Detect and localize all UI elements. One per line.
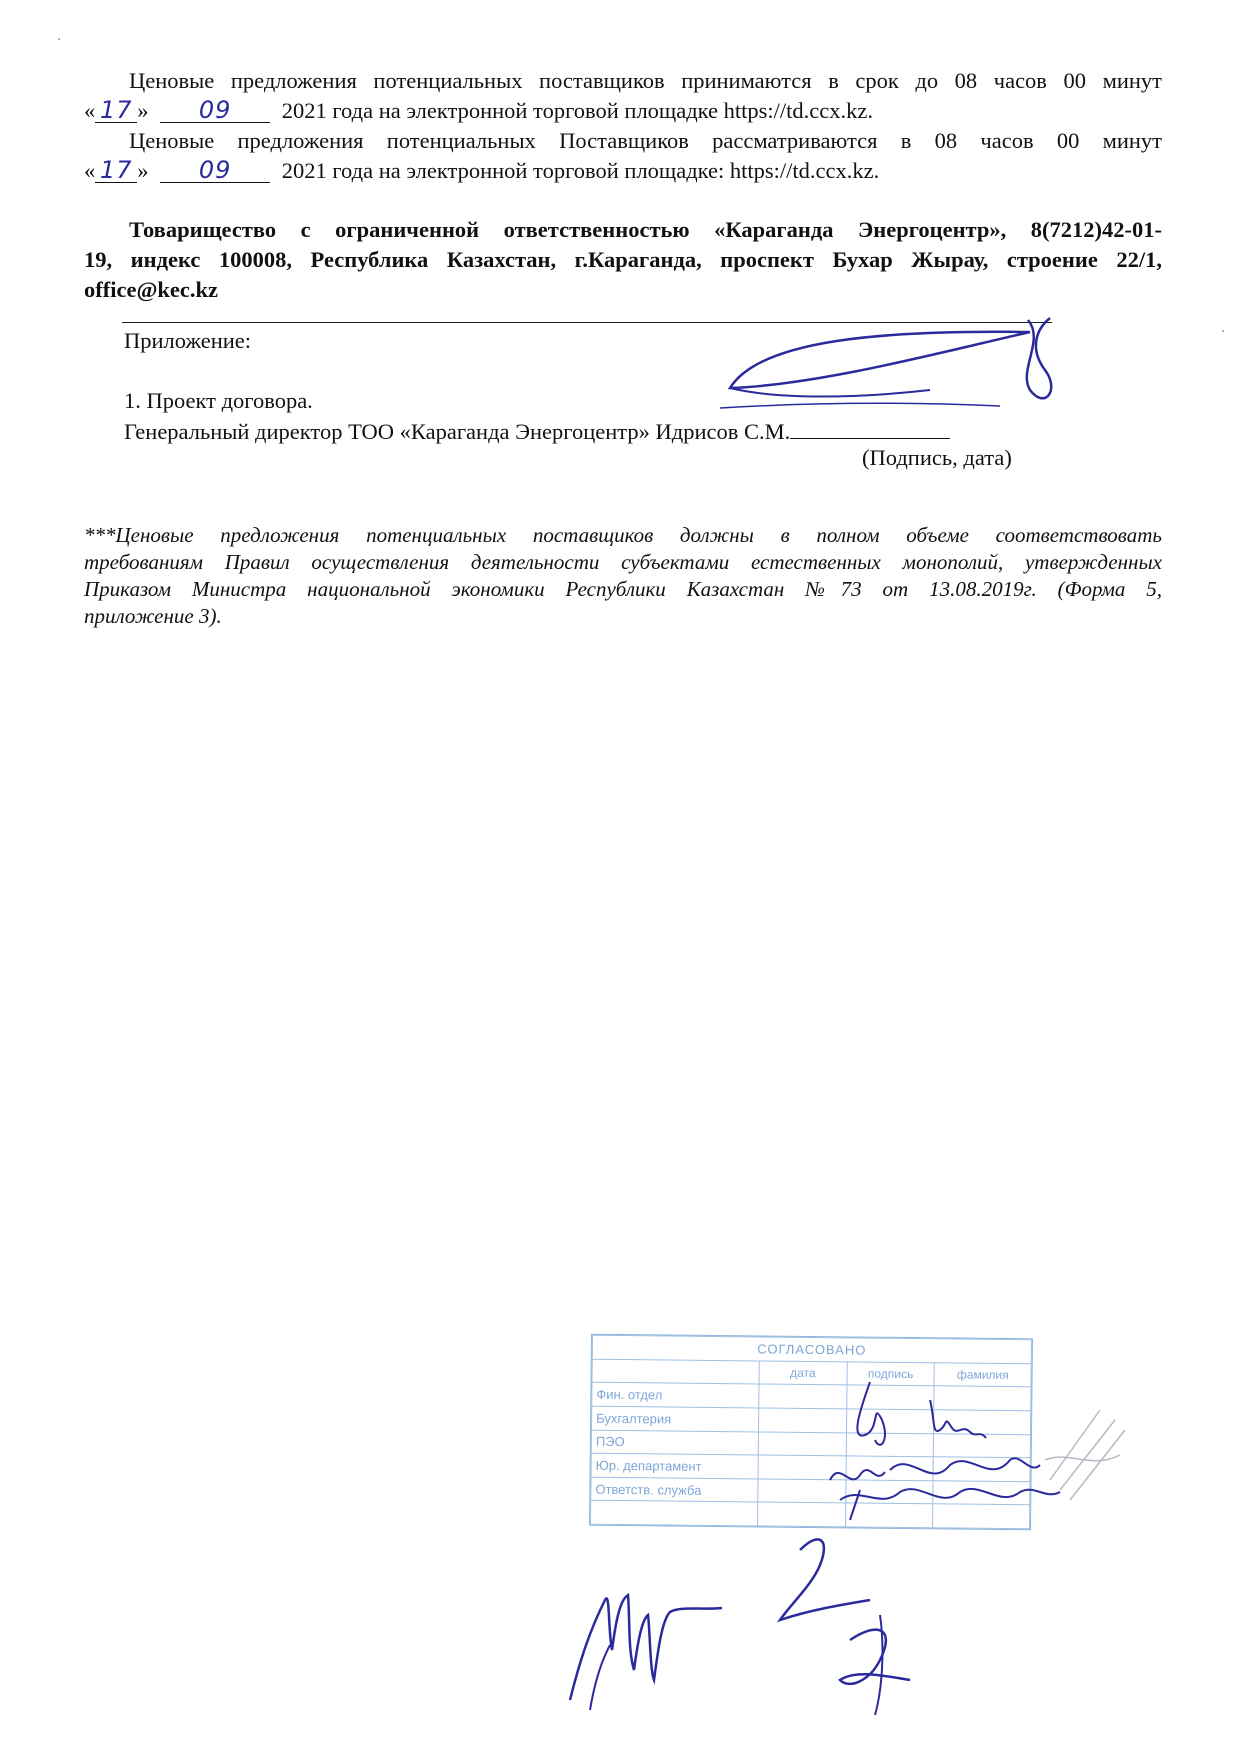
- stamp-col-signature: подпись: [847, 1361, 935, 1386]
- review-date-line: [84, 156, 879, 186]
- stamp-title: СОГЛАСОВАНО: [592, 1335, 1031, 1363]
- company-email: office@kec.kz: [84, 277, 219, 302]
- close-quote: »: [137, 158, 149, 183]
- bottom-signatures: [550, 1520, 970, 1720]
- footnote: [84, 522, 1162, 630]
- stamp-col-surname: фамилия: [934, 1362, 1031, 1387]
- stamp-row-label: Юр. департамент: [591, 1453, 758, 1478]
- director-signature: [700, 310, 1080, 420]
- footnote-line: требованиям Правил осуществления деятельности субъектами естественных монополий, утвержденных: [84, 550, 1162, 574]
- footnote-line: Приказом Министра национальной экономики Республики Казахстан №73 от 13.08.2019г. (Форма 5,: [84, 577, 1162, 601]
- acceptance-month-handwritten: 09: [160, 98, 270, 123]
- appendix-item: 1. Проект договора.: [124, 388, 313, 413]
- review-month-handwritten: 09: [160, 158, 270, 183]
- appendix-label: Приложение:: [124, 328, 252, 353]
- scan-speck: [58, 38, 60, 40]
- company-line-1: Товарищество с ограниченной ответственностью «Караганда Энергоцентр», 8(7212)42-01-: [129, 217, 1162, 242]
- company-line-2: 19, индекс 100008, Республика Казахстан, г.Караганда, проспект Бухар Жырау, строение 22/1,: [84, 247, 1162, 272]
- stamp-row-label: Ответств. служба: [591, 1477, 758, 1502]
- stamp-col-date: дата: [759, 1361, 847, 1386]
- review-line: Ценовые предложения потенциальных Поставщиков рассматриваются в 08 часов 00 минут: [129, 128, 1162, 153]
- stamp-corner-cell: [592, 1359, 759, 1384]
- stamp-row-label: Фин. отдел: [592, 1382, 759, 1407]
- footnote-line: приложение 3).: [84, 604, 222, 628]
- review-date-tail: 2021 года на электронной торговой площадке: https://td.ccx.kz.: [281, 158, 880, 183]
- acceptance-date-tail: 2021 года на электронной торговой площадке https://td.ccx.kz.: [281, 98, 874, 123]
- acceptance-date-line: [84, 96, 873, 126]
- scan-speck: [1222, 330, 1224, 332]
- footnote-line: ***Ценовые предложения потенциальных поставщиков должны в полном объеме соответствовать: [84, 523, 1162, 547]
- open-quote: «: [84, 98, 96, 123]
- stamp-row-label: ПЭО: [591, 1430, 758, 1455]
- review-day-handwritten: 17: [95, 158, 137, 183]
- close-quote: »: [137, 98, 149, 123]
- director-name: Генеральный директор ТОО «Караганда Энергоцентр» Идрисов С.М.: [124, 419, 791, 444]
- pencil-marks: [1040, 1400, 1130, 1510]
- stamp-row-label: Бухгалтерия: [592, 1406, 759, 1431]
- acceptance-line: Ценовые предложения потенциальных поставщиков принимаются в срок до 08 часов 00 минут: [129, 68, 1162, 93]
- open-quote: «: [84, 158, 96, 183]
- signature-caption: (Подпись, дата): [862, 445, 1012, 470]
- acceptance-day-handwritten: 17: [95, 98, 137, 123]
